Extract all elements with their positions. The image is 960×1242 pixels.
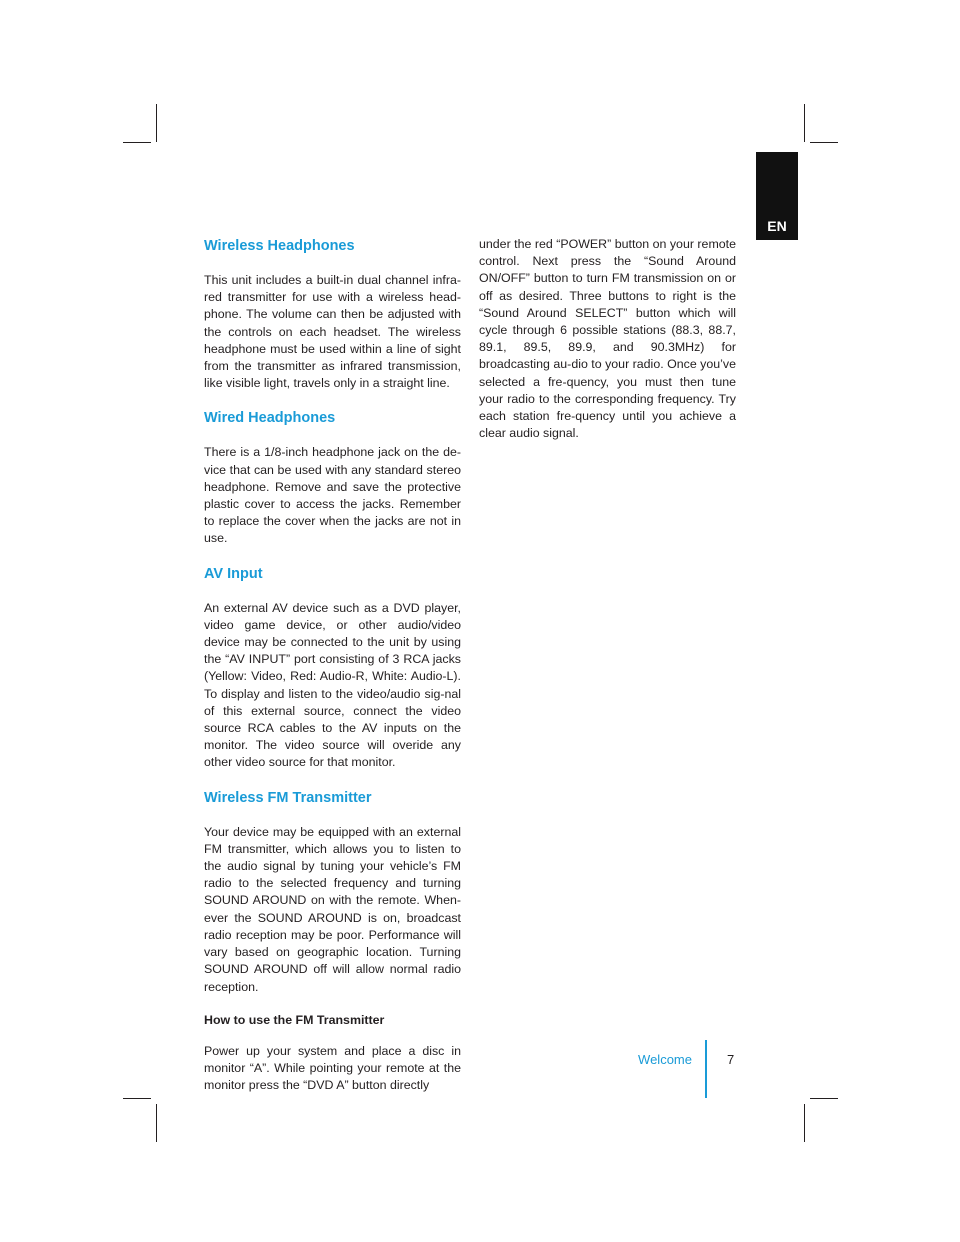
- continued-body: under the red “POWER” button on your remote control. Next press the “Sound Around ON/OFF” button to turn FM transmission on or off as desired. Three buttons to right is the “Sound Around SELECT” button which will cycle through 6 possible stations (88.3, 88.7, 89.1, 89.5, 89.9, and 90.3MHz) for broadcasting au-dio to your radio. Once you’ve selected a fre-quency, you must then tune your radio to the corresponding frequency. Try each station fre-quency until you achieve a clear audio signal.: [479, 237, 736, 441]
- section-body: Your device may be equipped with an external FM transmitter, which allows you to listen to the audio signal by tuning your vehicle’s FM radio to the selected frequency and turning SOUND AROUND on with the remote. When-ever the SOUND AROUND is on, broadcast radio reception may be poor. Performance will vary based on geographic location. Turning SOUND AROUND off will allow normal radio reception.: [204, 824, 461, 994]
- section-body: This unit includes a built-in dual channel infra-red transmitter for use with a wireless head-phone. The volume can then be adjusted with the controls on each headset. The wireless headphone must be used within a line of sight from the transmitter as infrared transmission, like visible light, travels only in a straight line.: [204, 273, 461, 391]
- section-heading: Wireless Headphones: [204, 238, 355, 254]
- page-number: 7: [727, 1052, 735, 1067]
- section-heading: AV Input: [204, 565, 263, 582]
- right-column: [479, 236, 736, 458]
- section-heading: Wireless FM Transmitter: [204, 789, 372, 806]
- section-body: An external AV device such as a DVD player, video game device, or other audio/video device may be connected to the unit by using the “AV INPUT” port consisting of 3 RCA jacks (Yellow: Video, Red: Audio-R, White: Audio-L). To display and listen to the video/audio sig-nal of this external source, connect the video source RCA cables to the AV inputs on the monitor. The video source will overide any other video source for that monitor.: [204, 600, 461, 770]
- crop-mark: [804, 104, 805, 142]
- section-av-input: [204, 564, 461, 772]
- section-heading: Wired Headphones: [204, 410, 336, 427]
- subsection-body: Power up your system and place a disc in monitor “A”. While pointing your remote at the monitor press the “DVD A” button directly: [204, 1043, 461, 1093]
- crop-mark: [156, 1104, 157, 1142]
- crop-mark: [810, 142, 838, 143]
- crop-mark: [804, 1104, 805, 1142]
- section-body: There is a 1/8-inch headphone jack on the de-vice that can be used with any standard stereo headphone. Remove and save the protective plastic cover to access the jacks. Remember to replace the cover when the jacks are not in use.: [204, 445, 461, 546]
- crop-mark: [810, 1098, 838, 1099]
- footer-divider: [705, 1040, 707, 1098]
- crop-mark: [123, 142, 151, 143]
- left-column: [204, 236, 461, 1110]
- section-wireless-headphones: [204, 236, 461, 392]
- crop-mark: [156, 104, 157, 142]
- subsection-heading: How to use the FM Transmitter: [204, 1012, 385, 1027]
- crop-mark: [123, 1098, 151, 1099]
- section-wired-headphones: [204, 408, 461, 547]
- language-tab-label: EN: [767, 218, 787, 234]
- footer-section-label: Welcome: [638, 1052, 692, 1067]
- section-fm-transmitter: [204, 788, 461, 1095]
- language-tab: [756, 152, 798, 240]
